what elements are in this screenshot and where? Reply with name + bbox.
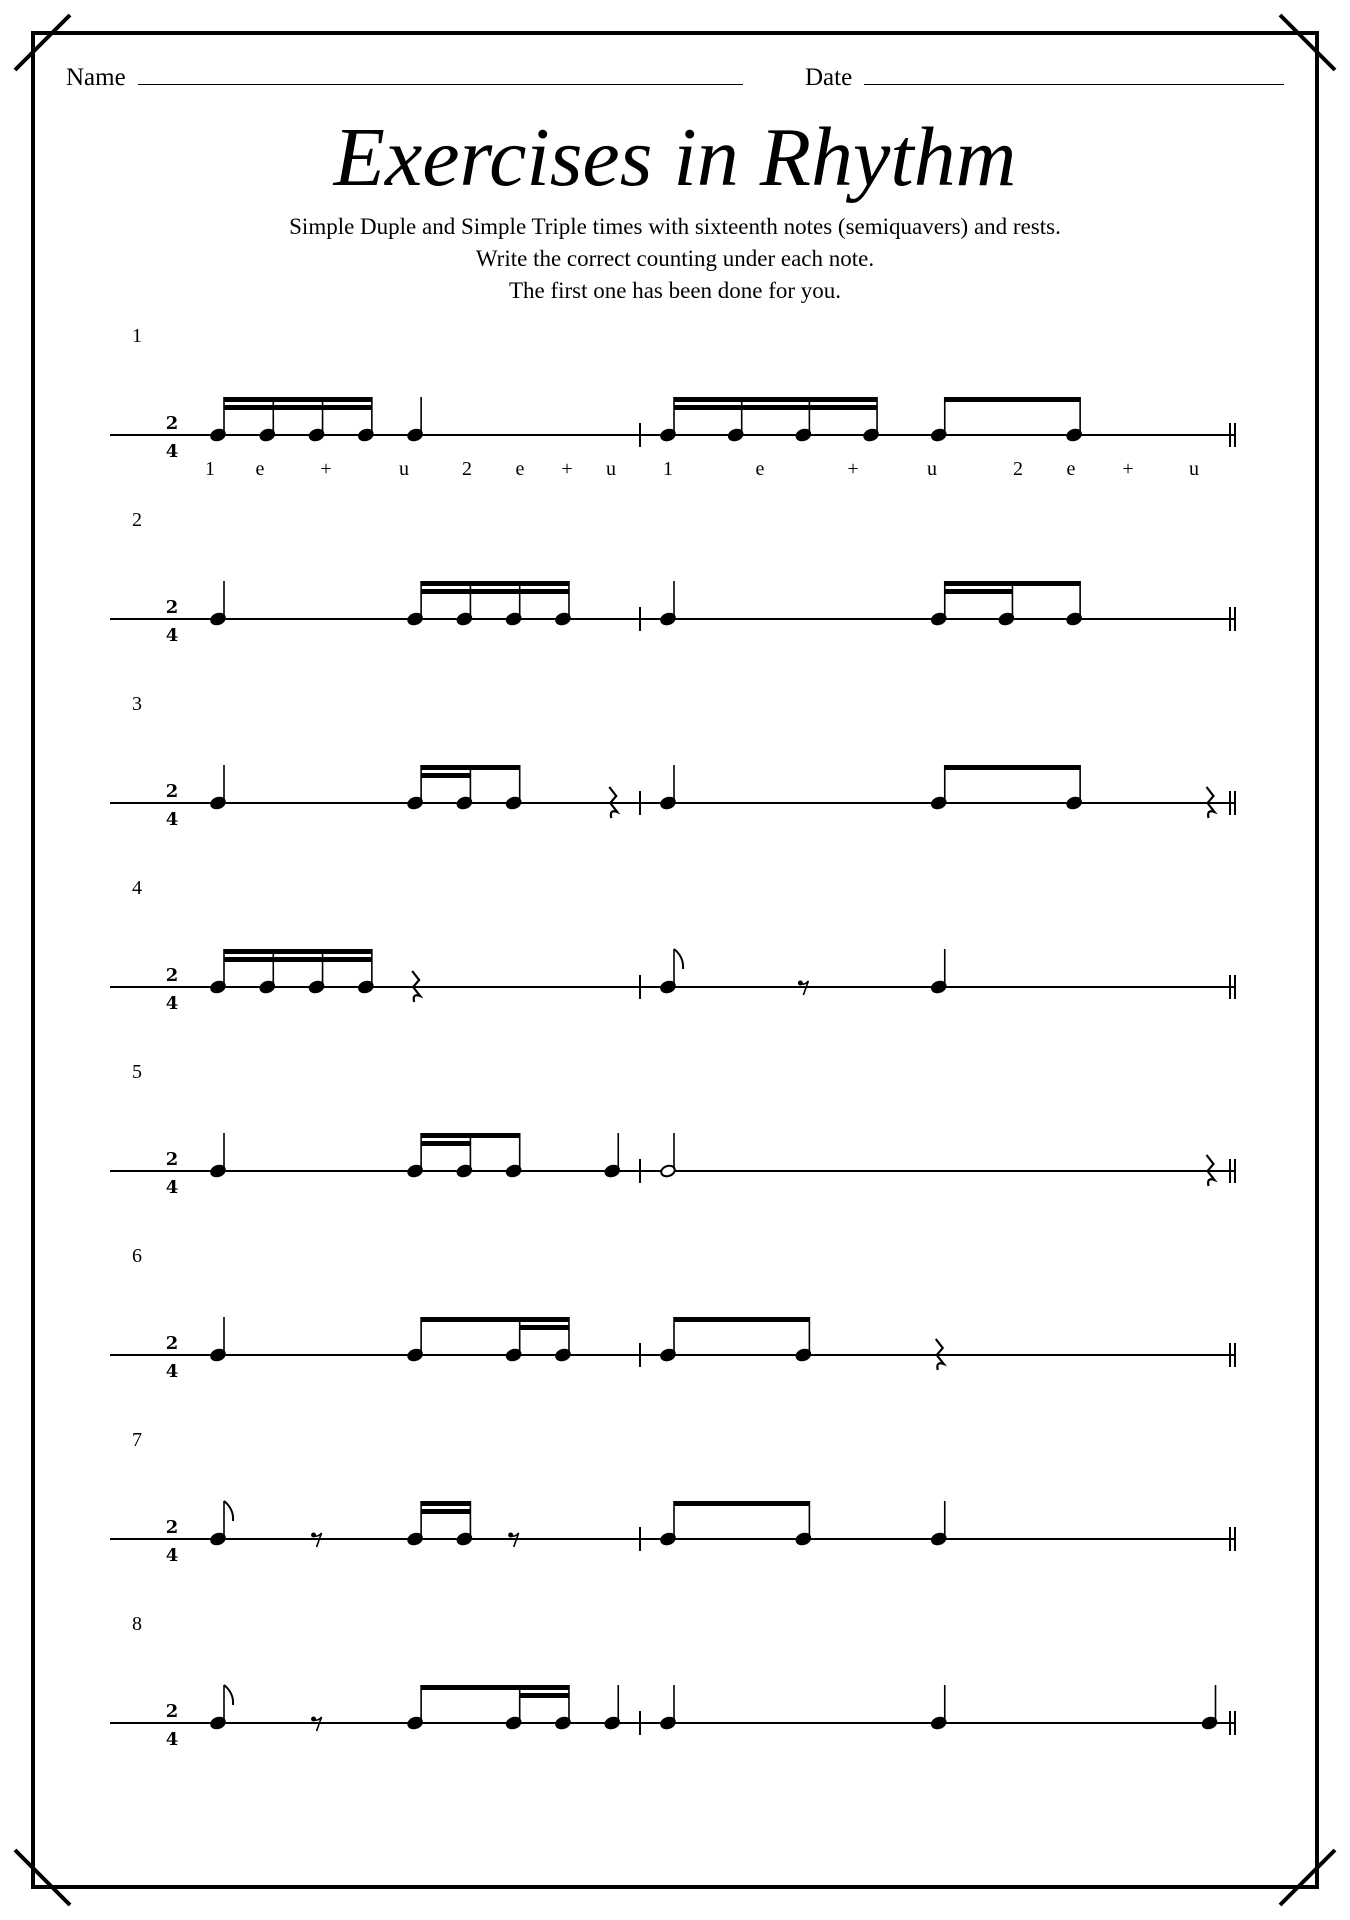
time-signature-top: 2 <box>165 1149 179 1170</box>
note-flag <box>224 1501 233 1521</box>
note-beam <box>421 1685 569 1690</box>
date-label: Date <box>805 64 853 91</box>
note-beam <box>224 949 372 954</box>
note-beam-secondary <box>742 405 810 410</box>
count-syllable: 2 <box>462 458 472 480</box>
time-signature-top: 2 <box>165 597 179 618</box>
count-syllable: + <box>847 458 859 480</box>
note-beam-secondary <box>421 1509 470 1514</box>
note-beam <box>421 765 520 770</box>
exercise-number: 2 <box>132 509 142 531</box>
note-beam-secondary <box>520 1693 569 1698</box>
time-signature-bottom: 4 <box>165 1729 179 1750</box>
note-beam-secondary <box>809 405 877 410</box>
count-syllable: 1 <box>663 458 673 480</box>
rhythm-staff <box>100 895 1260 1015</box>
exercise-number: 4 <box>132 877 142 899</box>
exercise-number: 1 <box>132 325 142 347</box>
note-beam <box>421 581 569 586</box>
note-beam <box>945 765 1080 770</box>
note-beam <box>674 1501 809 1506</box>
note-beam-secondary <box>323 957 372 962</box>
count-syllable: e <box>515 458 525 480</box>
note-beam-secondary <box>520 1325 569 1330</box>
count-syllable: u <box>606 458 616 480</box>
time-signature-top: 2 <box>165 781 179 802</box>
time-signature-bottom: 4 <box>165 1361 179 1382</box>
note-beam-secondary <box>520 589 569 594</box>
time-signature-bottom: 4 <box>165 441 179 462</box>
rhythm-staff <box>100 1263 1260 1383</box>
note-beam-secondary <box>421 589 470 594</box>
exercise-number: 3 <box>132 693 142 715</box>
note-beam-secondary <box>674 405 742 410</box>
note-beam <box>421 1133 520 1138</box>
note-beam <box>224 397 372 402</box>
note-beam <box>945 581 1080 586</box>
exercise-number: 8 <box>132 1613 142 1635</box>
date-field[interactable] <box>805 64 1284 92</box>
time-signature-top: 2 <box>165 413 179 434</box>
time-signature-bottom: 4 <box>165 1545 179 1566</box>
count-syllable: u <box>1189 458 1199 480</box>
rhythm-staff <box>100 1447 1260 1567</box>
exercise-number: 5 <box>132 1061 142 1083</box>
count-syllable: e <box>755 458 765 480</box>
time-signature-bottom: 4 <box>165 625 179 646</box>
note-beam-secondary <box>224 957 273 962</box>
exercise-number: 7 <box>132 1429 142 1451</box>
count-syllable: u <box>927 458 937 480</box>
note-beam-secondary <box>421 773 470 778</box>
time-signature-bottom: 4 <box>165 993 179 1014</box>
note-beam-secondary <box>470 589 519 594</box>
note-beam <box>421 1317 569 1322</box>
note-beam-secondary <box>945 589 1013 594</box>
count-syllable: 1 <box>205 458 215 480</box>
time-signature-top: 2 <box>165 1333 179 1354</box>
count-syllable: + <box>1122 458 1134 480</box>
time-signature-top: 2 <box>165 965 179 986</box>
note-flag <box>224 1685 233 1705</box>
time-signature-bottom: 4 <box>165 1177 179 1198</box>
instruction-line-1: Simple Duple and Simple Triple times with sixteenth notes (semiquavers) and rests. <box>289 214 1061 239</box>
name-field[interactable] <box>66 64 743 92</box>
instruction-line-2: Write the correct counting under each note. <box>475 246 875 271</box>
note-beam-secondary <box>421 1141 470 1146</box>
note-beam-secondary <box>273 957 322 962</box>
note-beam <box>421 1501 470 1506</box>
rhythm-staff <box>100 527 1260 647</box>
rhythm-staff <box>100 1631 1260 1751</box>
rhythm-staff <box>100 1079 1260 1199</box>
time-signature-bottom: 4 <box>165 809 179 830</box>
note-flag <box>674 949 683 969</box>
count-syllable: + <box>561 458 573 480</box>
note-beam <box>674 397 877 402</box>
instruction-line-3: The first one has been done for you. <box>508 278 842 303</box>
time-signature-top: 2 <box>165 1701 179 1722</box>
note-beam-secondary <box>273 405 322 410</box>
note-beam-secondary <box>224 405 273 410</box>
count-syllable: 2 <box>1013 458 1023 480</box>
page-title: Exercises in Rhythm <box>333 111 1017 204</box>
count-syllable: + <box>320 458 332 480</box>
name-label: Name <box>66 64 126 91</box>
time-signature-top: 2 <box>165 1517 179 1538</box>
date-line[interactable] <box>864 84 1284 85</box>
count-syllable: e <box>1066 458 1076 480</box>
count-syllable: e <box>255 458 265 480</box>
exercise-number: 6 <box>132 1245 142 1267</box>
note-beam <box>945 397 1080 402</box>
note-beam <box>674 1317 809 1322</box>
rhythm-staff <box>100 343 1260 463</box>
rhythm-staff <box>100 711 1260 831</box>
count-syllable: u <box>399 458 409 480</box>
note-beam-secondary <box>323 405 372 410</box>
name-line[interactable] <box>138 84 743 85</box>
